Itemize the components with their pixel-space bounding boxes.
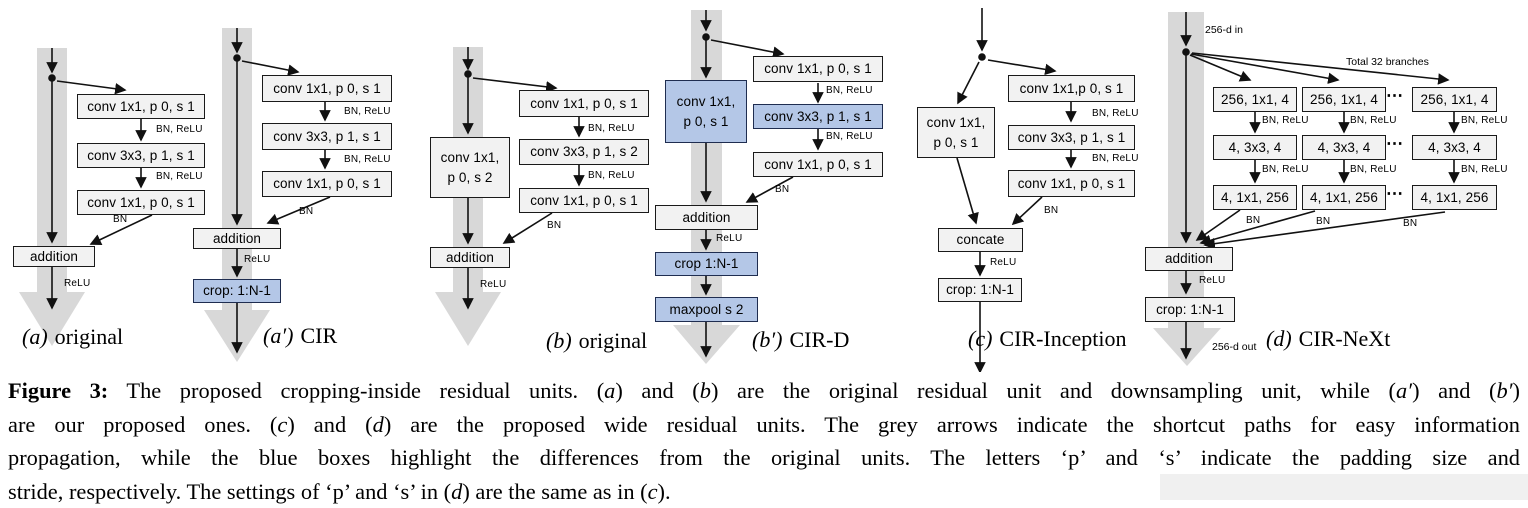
input-dim-label: 256-d in	[1205, 24, 1243, 36]
addition-box: addition	[1145, 247, 1233, 271]
bn-relu-label: BN, ReLU	[1262, 115, 1309, 126]
conv-box: conv 3x3, p 1, s 1	[1008, 125, 1135, 150]
panel-caption-a-prime: (a′) CIR	[263, 323, 337, 349]
bn-relu-label: BN, ReLU	[156, 124, 203, 135]
relu-label: ReLU	[1199, 275, 1225, 286]
bn-relu-label: BN, ReLU	[156, 171, 203, 182]
branch-conv-box: 256, 1x1, 4	[1412, 87, 1497, 112]
crop-box: crop: 1:N-1	[1145, 297, 1235, 322]
bn-label: BN	[1246, 215, 1260, 226]
panel-caption-b-prime: (b′) CIR-D	[752, 327, 849, 353]
addition-box: addition	[655, 205, 758, 230]
caption-line: Figure 3: The proposed cropping-inside residual units. (a) and (b) are the original residual unit and downsampling unit, while (a′) and (b′)	[8, 374, 1520, 408]
relu-label: ReLU	[64, 278, 90, 289]
conv-box: conv 1x1, p 0, s 1	[665, 80, 747, 143]
addition-box: addition	[193, 228, 281, 249]
crop-box: crop: 1:N-1	[193, 279, 281, 303]
bn-relu-label: BN, ReLU	[344, 106, 391, 117]
bn-label: BN	[547, 220, 561, 231]
panel-caption-a: (a) original	[22, 324, 123, 350]
branch-conv-box: 4, 1x1, 256	[1412, 185, 1497, 210]
conv-box: conv 1x1, p 0, s 1	[1008, 170, 1135, 197]
output-dim-label: 256-d out	[1212, 341, 1256, 353]
branch-conv-box: 4, 1x1, 256	[1213, 185, 1297, 210]
bn-label: BN	[775, 184, 789, 195]
bn-relu-label: BN, ReLU	[1350, 164, 1397, 175]
panel-caption-d: (d) CIR-NeXt	[1266, 326, 1390, 352]
conv-box: conv 1x1, p 0, s 1	[262, 171, 392, 197]
bn-relu-label: BN, ReLU	[1350, 115, 1397, 126]
conv-box: conv 1x1, p 0, s 1	[519, 90, 649, 117]
relu-label: ReLU	[480, 279, 506, 290]
bn-relu-label: BN, ReLU	[588, 123, 635, 134]
concate-box: concate	[938, 228, 1023, 252]
conv-box: conv 3x3, p 1, s 1	[262, 123, 392, 150]
caption-line: propagation, while the blue boxes highlight the differences from the original units. The letters ‘p’ and ‘s’ indicate the padding size and	[8, 441, 1520, 475]
addition-box: addition	[13, 246, 95, 267]
caption-line: stride, respectively. The settings of ‘p’ and ‘s’ in (d) are the same as in (c).	[8, 475, 1520, 508]
panel-caption-c: (c) CIR-Inception	[968, 326, 1127, 352]
conv-box: conv 1x1, p 0, s 1	[753, 56, 883, 82]
ellipsis: ⋯	[1386, 184, 1404, 204]
conv-box: conv 1x1, p 0, s 1	[77, 190, 205, 215]
bn-relu-label: BN, ReLU	[826, 131, 873, 142]
branch-conv-box: 256, 1x1, 4	[1302, 87, 1386, 112]
conv-box: conv 3x3, p 1, s 1	[77, 143, 205, 168]
relu-label: ReLU	[990, 257, 1016, 268]
conv-box: conv 1x1, p 0, s 2	[430, 137, 510, 198]
bn-label: BN	[299, 206, 313, 217]
relu-label: ReLU	[716, 233, 742, 244]
conv-box: conv 1x1, p 0, s 1	[753, 152, 883, 177]
branch-conv-box: 4, 3x3, 4	[1412, 135, 1497, 160]
bn-relu-label: BN, ReLU	[344, 154, 391, 165]
crop-box: crop 1:N-1	[655, 252, 758, 276]
total-branches-label: Total 32 branches	[1346, 56, 1429, 68]
conv-box: conv 1x1, p 0, s 1	[77, 94, 205, 119]
bn-relu-label: BN, ReLU	[1092, 108, 1139, 119]
bn-relu-label: BN, ReLU	[1092, 153, 1139, 164]
bn-relu-label: BN, ReLU	[1461, 115, 1508, 126]
crop-box: crop: 1:N-1	[938, 278, 1022, 302]
relu-label: ReLU	[244, 254, 270, 265]
bn-relu-label: BN, ReLU	[1461, 164, 1508, 175]
bn-label: BN	[113, 214, 127, 225]
conv-box: conv 1x1, p 0, s 1	[519, 188, 649, 213]
conv-box: conv 1x1,p 0, s 1	[1008, 75, 1135, 102]
bn-label: BN	[1044, 205, 1058, 216]
ellipsis: ⋯	[1386, 134, 1404, 154]
bn-relu-label: BN, ReLU	[826, 85, 873, 96]
bn-label: BN	[1403, 218, 1417, 229]
maxpool-box: maxpool s 2	[655, 297, 758, 322]
branch-conv-box: 4, 1x1, 256	[1302, 185, 1386, 210]
conv-box: conv 1x1, p 0, s 1	[262, 75, 392, 102]
bn-relu-label: BN, ReLU	[588, 170, 635, 181]
conv-box: conv 3x3, p 1, s 1	[753, 104, 883, 129]
figure-caption	[8, 374, 1520, 508]
branch-conv-box: 4, 3x3, 4	[1213, 135, 1297, 160]
conv-box: conv 3x3, p 1, s 2	[519, 139, 649, 165]
panel-caption-b: (b) original	[546, 328, 647, 354]
caption-line: are our proposed ones. (c) and (d) are the proposed wide residual units. The grey arrows indicate the shortcut paths for easy information	[8, 408, 1520, 442]
conv-box: conv 1x1, p 0, s 1	[917, 107, 995, 158]
bn-label: BN	[1316, 216, 1330, 227]
ellipsis: ⋯	[1386, 86, 1404, 106]
bn-relu-label: BN, ReLU	[1262, 164, 1309, 175]
addition-box: addition	[430, 247, 510, 268]
branch-conv-box: 4, 3x3, 4	[1302, 135, 1386, 160]
branch-conv-box: 256, 1x1, 4	[1213, 87, 1297, 112]
